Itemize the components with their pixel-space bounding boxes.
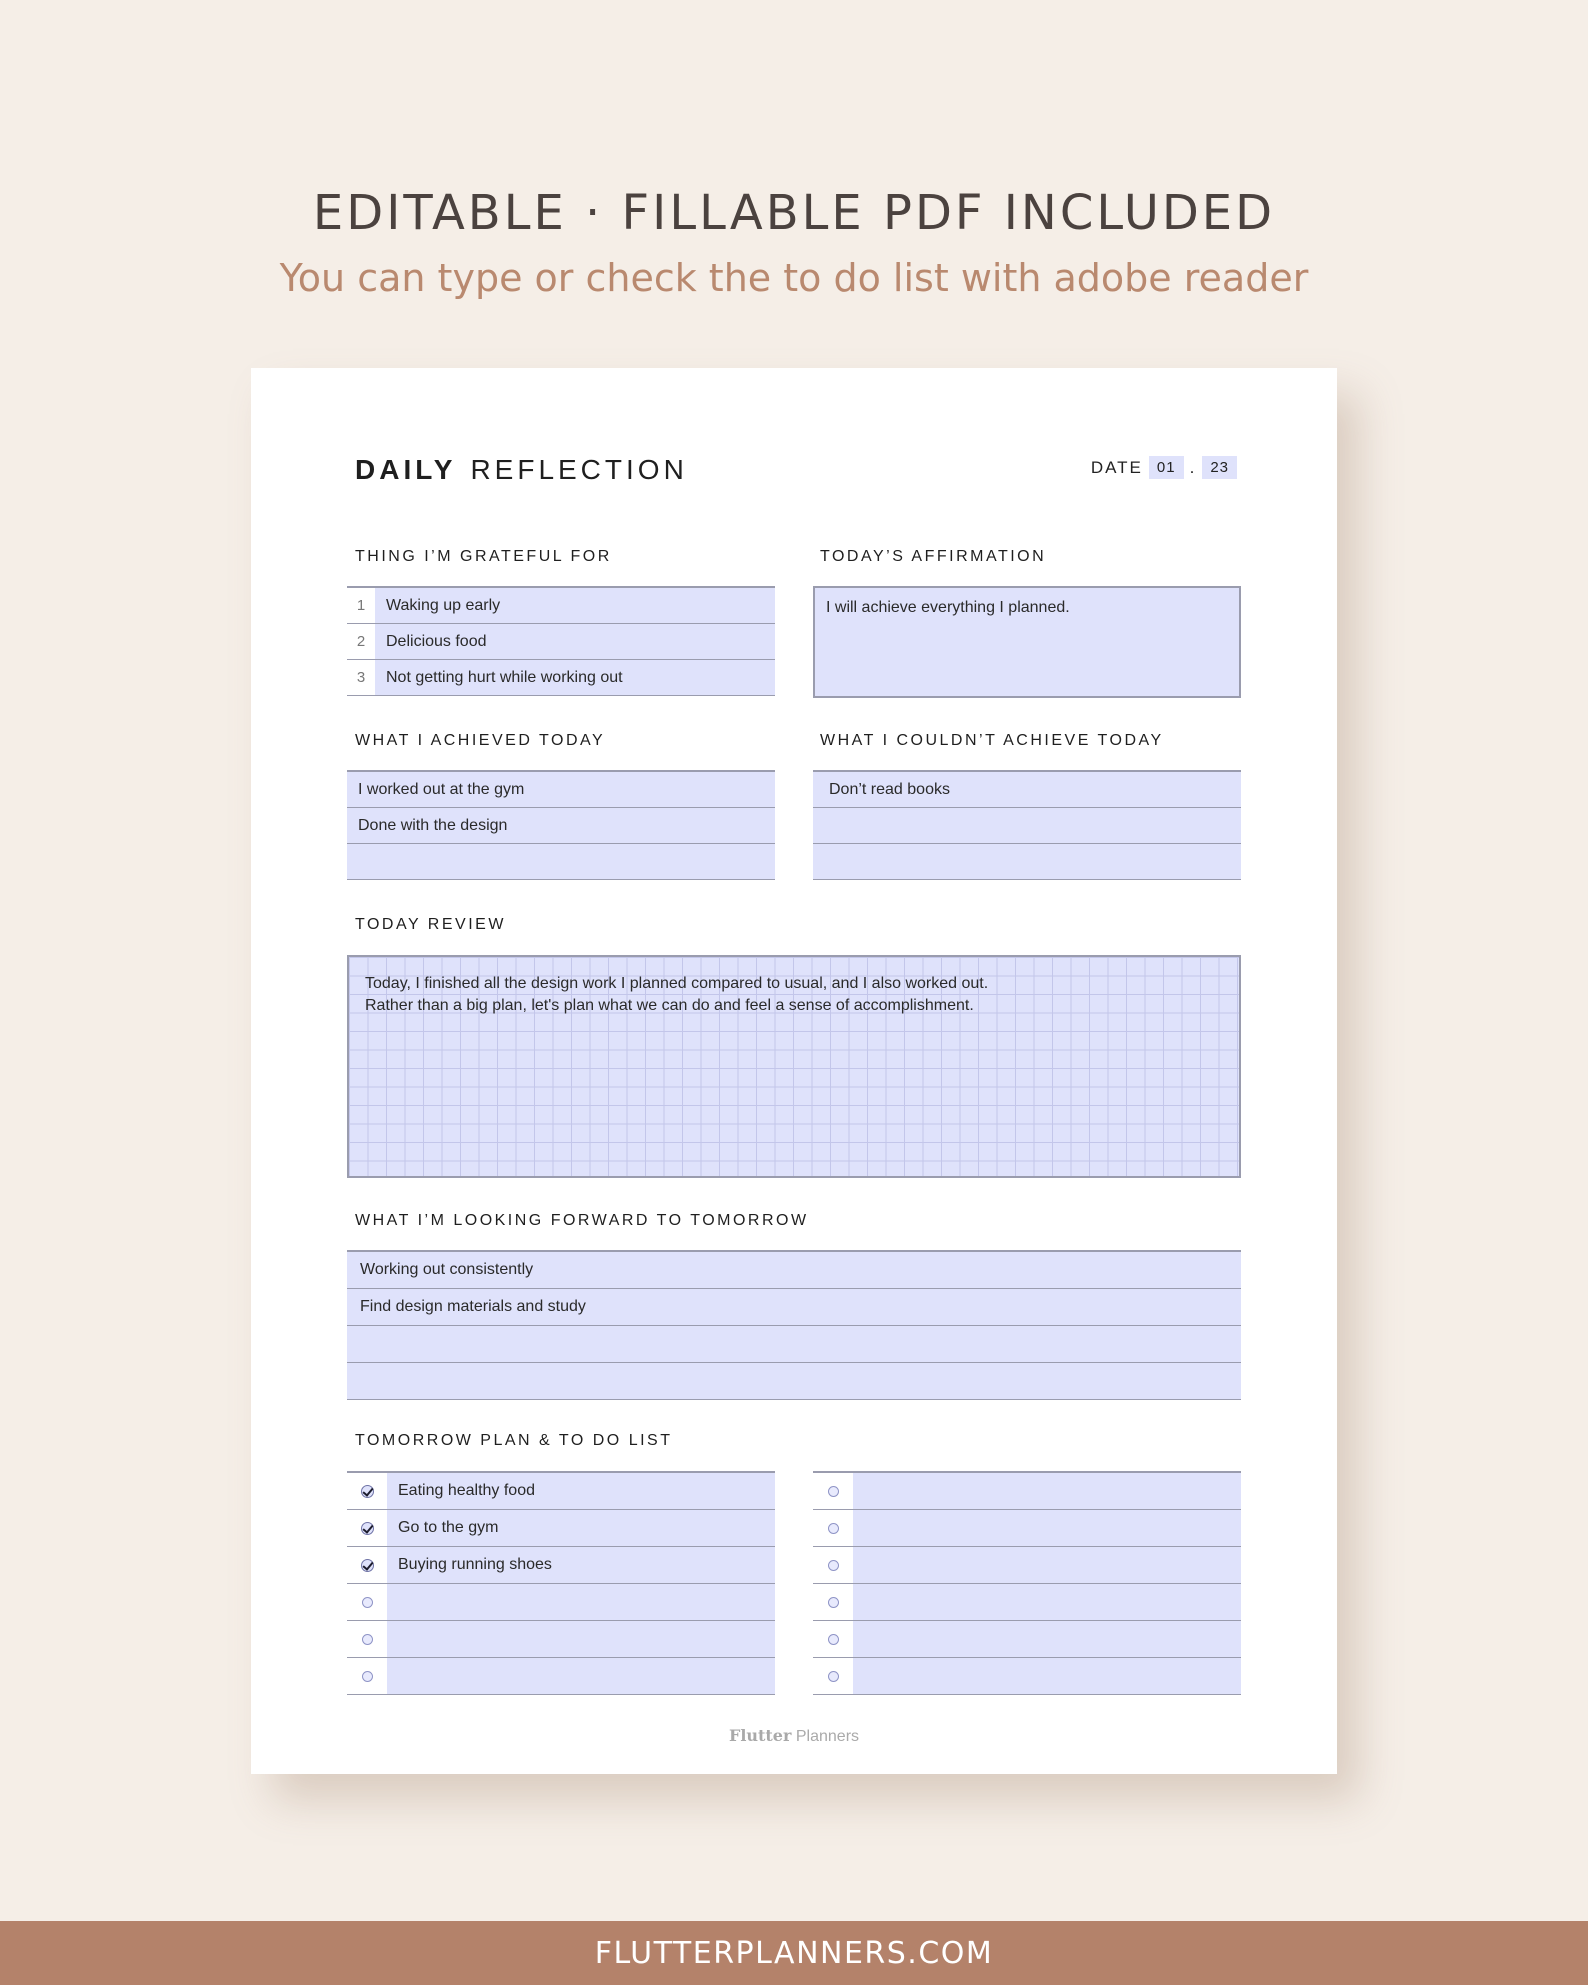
- todo-row[interactable]: [347, 1584, 775, 1621]
- achieved-text: Done with the design: [358, 816, 508, 834]
- unchecked-checkbox-icon[interactable]: [828, 1671, 839, 1682]
- grateful-text: Not getting hurt while working out: [386, 668, 623, 686]
- unchecked-checkbox-icon[interactable]: [828, 1597, 839, 1608]
- banner-title: EDITABLE · FILLABLE PDF INCLUDED: [312, 185, 1276, 241]
- page-title-bold: DAILY: [355, 454, 457, 485]
- planner-page: [251, 368, 1337, 1774]
- todo-row[interactable]: [347, 1658, 775, 1695]
- forward-list: [347, 1250, 1241, 1400]
- todo-text: Eating healthy food: [398, 1482, 535, 1499]
- row-number: 3: [347, 660, 375, 695]
- todo-text: Go to the gym: [398, 1519, 499, 1536]
- forward-row[interactable]: [347, 1326, 1241, 1363]
- review-field[interactable]: [347, 955, 1241, 1178]
- achieved-row[interactable]: [347, 844, 775, 880]
- checked-checkbox-icon[interactable]: [361, 1485, 374, 1498]
- review-line: Rather than a big plan, let's plan what we can do and feel a sense of accomplishment.: [365, 997, 974, 1014]
- todo-row[interactable]: [347, 1510, 775, 1547]
- todo-row[interactable]: [347, 1621, 775, 1658]
- grateful-label: THING I’M GRATEFUL FOR: [355, 548, 612, 565]
- not-achieved-row[interactable]: [813, 808, 1241, 844]
- banner-subtitle: You can type or check the to do list with adobe reader: [279, 256, 1309, 300]
- achieved-list: [347, 770, 775, 880]
- review-line: Today, I finished all the design work I planned compared to usual, and I also worked out.: [365, 975, 989, 992]
- unchecked-checkbox-icon[interactable]: [362, 1597, 373, 1608]
- grateful-text: Waking up early: [386, 596, 501, 614]
- date-separator: .: [1189, 457, 1197, 477]
- row-number: 1: [347, 588, 375, 623]
- checked-checkbox-icon[interactable]: [361, 1522, 374, 1535]
- unchecked-checkbox-icon[interactable]: [828, 1634, 839, 1645]
- not-achieved-label: WHAT I COULDN’T ACHIEVE TODAY: [820, 732, 1164, 749]
- row-number: 2: [347, 624, 375, 659]
- unchecked-checkbox-icon[interactable]: [362, 1671, 373, 1682]
- grateful-row[interactable]: [347, 660, 775, 696]
- achieved-text: I worked out at the gym: [358, 780, 525, 798]
- forward-row[interactable]: [347, 1363, 1241, 1400]
- grateful-list: [347, 586, 775, 696]
- achieved-row[interactable]: [347, 808, 775, 844]
- unchecked-checkbox-icon[interactable]: [828, 1486, 839, 1497]
- grateful-row[interactable]: [347, 588, 775, 624]
- forward-row[interactable]: [347, 1289, 1241, 1326]
- not-achieved-text: Don’t read books: [829, 780, 950, 798]
- not-achieved-row[interactable]: [813, 772, 1241, 808]
- unchecked-checkbox-icon[interactable]: [362, 1634, 373, 1645]
- page-title-light: REFLECTION: [470, 454, 688, 485]
- todo-row[interactable]: [813, 1473, 1241, 1510]
- footer-bar: [0, 1921, 1588, 1985]
- not-achieved-row[interactable]: [813, 844, 1241, 880]
- forward-row[interactable]: [347, 1252, 1241, 1289]
- affirmation-field[interactable]: I will achieve everything I planned.: [813, 586, 1241, 698]
- todo-row[interactable]: [813, 1547, 1241, 1584]
- date-label: DATE: [1090, 457, 1143, 477]
- forward-text: Working out consistently: [360, 1261, 534, 1278]
- todo-row[interactable]: [347, 1547, 775, 1584]
- todo-list-left: [347, 1471, 775, 1695]
- date-field: [1091, 456, 1237, 479]
- checked-checkbox-icon[interactable]: [361, 1559, 374, 1572]
- unchecked-checkbox-icon[interactable]: [828, 1523, 839, 1534]
- todo-text: Buying running shoes: [398, 1556, 552, 1573]
- todo-list-right: [813, 1471, 1241, 1695]
- brand-bold: Flutter: [728, 1726, 792, 1745]
- todo-row[interactable]: [347, 1473, 775, 1510]
- review-label: TODAY REVIEW: [355, 916, 506, 933]
- todo-row[interactable]: [813, 1510, 1241, 1547]
- not-achieved-list: [813, 770, 1241, 880]
- achieved-row[interactable]: [347, 772, 775, 808]
- date-day-input[interactable]: 23: [1202, 456, 1237, 479]
- achieved-label: WHAT I ACHIEVED TODAY: [355, 732, 606, 749]
- date-month-input[interactable]: 01: [1149, 456, 1184, 479]
- forward-text: Find design materials and study: [360, 1298, 586, 1315]
- todo-label: TOMORROW PLAN & TO DO LIST: [355, 1432, 673, 1449]
- forward-label: WHAT I’M LOOKING FORWARD TO TOMORROW: [355, 1212, 809, 1229]
- affirmation-label: TODAY’S AFFIRMATION: [820, 548, 1047, 565]
- grateful-text: Delicious food: [386, 632, 487, 650]
- todo-row[interactable]: [813, 1621, 1241, 1658]
- unchecked-checkbox-icon[interactable]: [828, 1560, 839, 1571]
- brand-light: Planners: [795, 1728, 860, 1745]
- todo-row[interactable]: [813, 1584, 1241, 1621]
- page-title: [355, 454, 688, 486]
- todo-row[interactable]: [813, 1658, 1241, 1695]
- footer-url: FLUTTERPLANNERS.COM: [594, 1935, 994, 1971]
- grateful-row[interactable]: [347, 624, 775, 660]
- brand-logo: [251, 1726, 1337, 1746]
